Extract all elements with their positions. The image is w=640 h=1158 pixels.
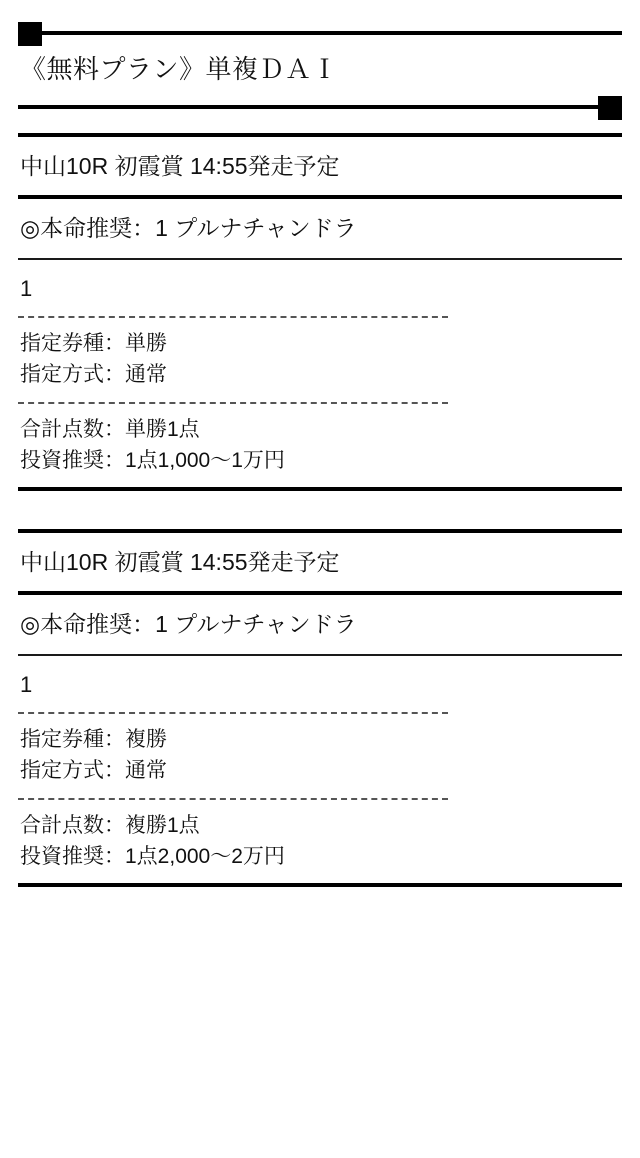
sub-divider	[18, 654, 622, 656]
section-divider	[18, 529, 622, 533]
bet-method: 指定方式：通常	[20, 759, 167, 782]
header-top-rule	[18, 18, 622, 48]
bet-method: 指定方式：通常	[20, 363, 167, 386]
sub-divider	[18, 258, 622, 260]
total-points: 合計点数：複勝1点	[20, 814, 200, 837]
prediction-block	[18, 544, 622, 872]
race-info: 中山10R 初霞賞 14:55発走予定	[20, 153, 340, 179]
page-title: 《無料プラン》単複ＤＡＩ	[20, 54, 339, 84]
header-rule-bar	[18, 31, 622, 35]
main-pick: ◎本命推奨：1 プルナチャンドラ	[20, 611, 357, 637]
dashed-divider	[18, 712, 448, 714]
section-divider	[18, 133, 622, 137]
total-points: 合計点数：単勝1点	[20, 418, 200, 441]
ticket-type: 指定券種：単勝	[20, 332, 167, 355]
dashed-divider	[18, 402, 448, 404]
main-pick: ◎本命推奨：1 プルナチャンドラ	[20, 215, 357, 241]
black-square-icon	[18, 22, 42, 46]
header-rule-bar	[18, 105, 622, 109]
section-divider	[18, 195, 622, 199]
investment-recommendation: 投資推奨：1点1,000〜1万円	[20, 449, 285, 472]
black-square-icon	[598, 96, 622, 120]
prediction-block	[18, 148, 622, 476]
ticket-type: 指定券種：複勝	[20, 728, 167, 751]
horse-number: 1	[20, 672, 33, 697]
section-divider	[18, 883, 622, 887]
section-divider	[18, 487, 622, 491]
section-divider	[18, 591, 622, 595]
race-info: 中山10R 初霞賞 14:55発走予定	[20, 549, 340, 575]
investment-recommendation: 投資推奨：1点2,000〜2万円	[20, 845, 285, 868]
document-page	[0, 18, 640, 1158]
header-bottom-rule	[18, 92, 622, 122]
dashed-divider	[18, 798, 448, 800]
dashed-divider	[18, 316, 448, 318]
horse-number: 1	[20, 276, 33, 301]
block-spacer	[18, 502, 622, 518]
